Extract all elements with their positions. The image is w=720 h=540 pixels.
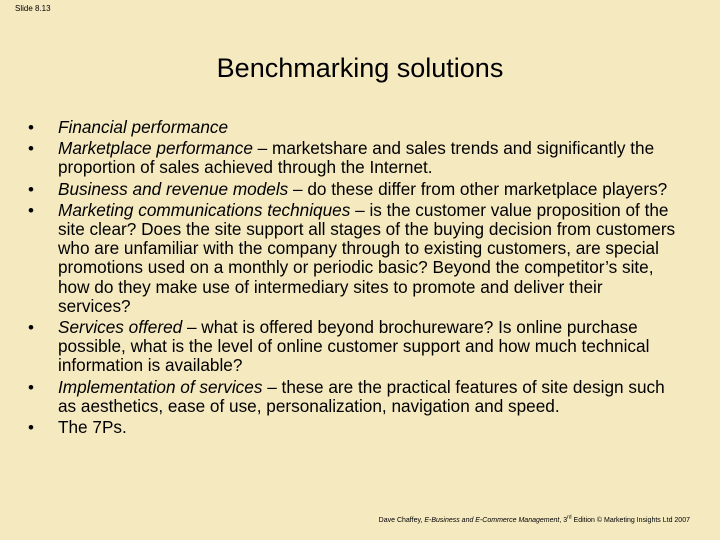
footer-book-title: E-Business and E-Commerce Management bbox=[424, 517, 560, 524]
bullet-text: – these are the practical features of site design such as aesthetics, ease of use, personalization, navigation and speed. bbox=[58, 376, 665, 416]
footer-edition: , 3 bbox=[559, 517, 568, 524]
bullet-marker: • bbox=[28, 377, 34, 397]
footer-copyright: Edition © Marketing Insights Ltd 2007 bbox=[571, 517, 690, 524]
bullet-item bbox=[0, 180, 678, 199]
bullet-text: – marketshare and sales trends and significantly the proportion of sales achieved through the Internet. bbox=[58, 138, 655, 178]
bullet-term: Implementation of services bbox=[58, 376, 263, 397]
bullet-marker: • bbox=[28, 418, 34, 438]
bullet-term: Marketing communications techniques bbox=[58, 199, 351, 220]
footer-citation bbox=[378, 514, 690, 524]
bullet-marker: • bbox=[28, 179, 34, 199]
bullet-term: Financial performance bbox=[58, 117, 229, 137]
bullet-text: – do these differ from other marketplace players? bbox=[288, 178, 668, 199]
bullet-marker: • bbox=[28, 118, 34, 137]
bullet-list bbox=[0, 118, 720, 437]
slide-title: Benchmarking solutions bbox=[216, 53, 504, 83]
bullet-item bbox=[0, 378, 678, 416]
bullet-item bbox=[0, 118, 678, 137]
bullet-item bbox=[0, 418, 678, 437]
bullet-marker: • bbox=[28, 200, 34, 220]
bullet-term: Services offered bbox=[58, 317, 183, 338]
bullet-text: – is the customer value proposition of the site clear? Does the site support all stages of the buying decision from customers who are unfamiliar with the company through to existing customers, are special promotions used on a monthly or periodic basic? Beyond the competitor’s site, how do they make use of intermediary sites to promote and deliver their services? bbox=[58, 199, 676, 316]
bullet-term: Business and revenue models bbox=[58, 178, 289, 199]
bullet-text: The 7Ps. bbox=[58, 417, 127, 438]
bullet-text: – what is offered beyond brochureware? Is online purchase possible, what is the level of online customer support and how much technical information is available? bbox=[58, 317, 650, 376]
bullet-item bbox=[0, 139, 678, 177]
footer-author: Dave Chaffey, bbox=[378, 517, 425, 524]
bullet-marker: • bbox=[28, 139, 34, 159]
bullet-item bbox=[0, 201, 678, 316]
bullet-term: Marketplace performance bbox=[58, 138, 253, 159]
bullet-marker: • bbox=[28, 318, 34, 338]
slide-number: Slide 8.13 bbox=[15, 4, 51, 13]
footer-edition-suffix: rd bbox=[567, 514, 572, 521]
bullet-item bbox=[0, 318, 678, 376]
